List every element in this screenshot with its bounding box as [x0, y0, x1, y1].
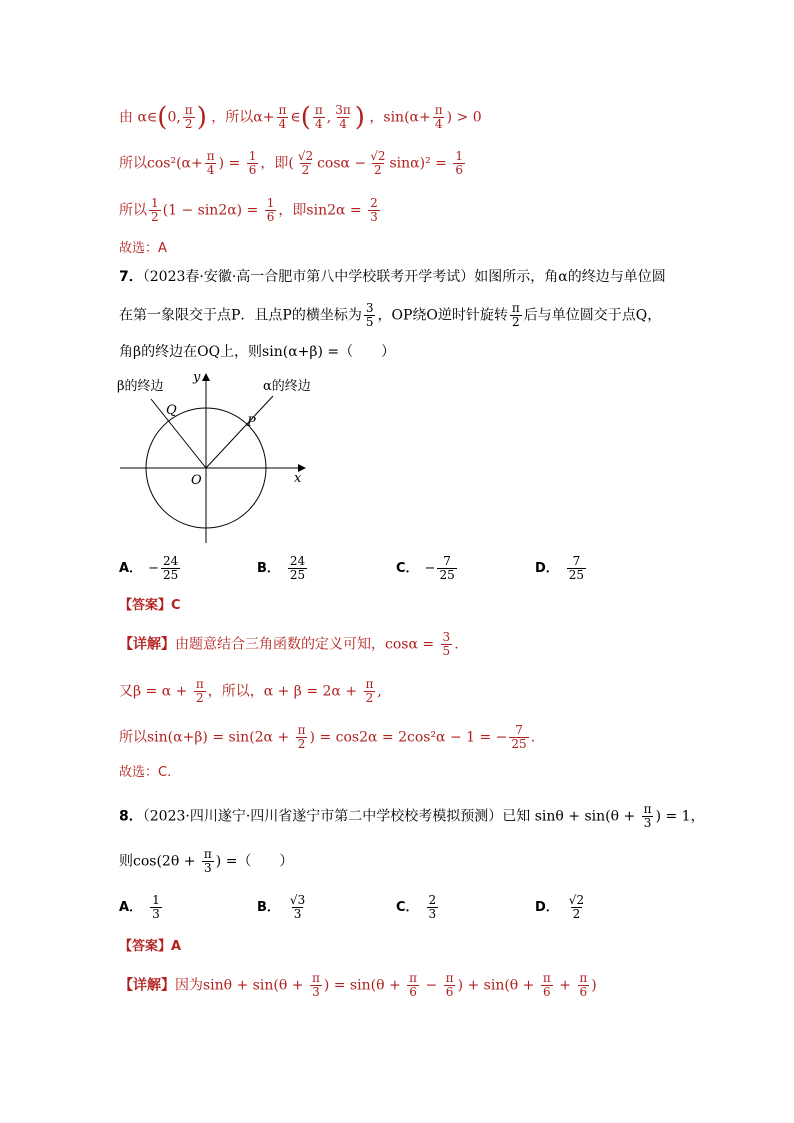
fraction: $\frac{\pi}{3}$	[203, 847, 212, 876]
text: 由题意结合三角函数的定义可知，cosα =	[175, 636, 439, 653]
alpha-terminal-side	[206, 396, 273, 468]
q7-text2a: 在第一象限交于点P．且点P的横坐标为	[119, 307, 362, 324]
q8-text2b: ) =（ ）	[215, 853, 294, 870]
text: 所以cos²(α+	[119, 155, 203, 172]
point-q-label: Q	[166, 403, 177, 418]
alpha-label: α的终边	[263, 379, 311, 394]
text: ) =	[218, 155, 245, 172]
fraction: $\frac{√2}{2}$	[370, 149, 386, 178]
text: cosα −	[317, 155, 367, 172]
q8-option-d[interactable]: D． $\frac{√2}{2}$	[535, 893, 585, 922]
fraction: $\frac{1}{6}$	[266, 196, 275, 225]
fraction: $\frac{1}{6}$	[248, 149, 257, 178]
text: ) = sin(θ +	[323, 977, 406, 994]
fraction: $\frac{3}{5}$	[365, 301, 374, 330]
q7-option-b[interactable]: B． $\frac{24}{25}$	[257, 554, 306, 583]
point-p-label: P	[247, 415, 256, 430]
text: ) = cos2α = 2cos²α − 1 = −	[309, 729, 508, 746]
q8-number: 8．	[119, 808, 143, 825]
fraction: $\frac{\pi}{2}$	[195, 677, 204, 706]
q7-detail2: 又β = α + $\frac{\pi}{2}$ ，所以，α + β = 2α + $\frac{\pi}{2}$ ,	[119, 677, 382, 706]
x-label: x	[294, 471, 302, 486]
q7-option-a[interactable]: A． − $\frac{24}{25}$	[119, 554, 179, 583]
text: ) > 0	[446, 109, 482, 126]
text: )	[591, 977, 597, 994]
fraction: $\frac{1}{2}$	[151, 196, 159, 225]
alpha-plus: α+	[253, 109, 275, 126]
alpha-in: α∈	[137, 109, 158, 126]
fraction: $\frac{3}{5}$	[442, 630, 451, 659]
fraction: $\frac{\pi}{2}$	[184, 103, 193, 132]
q7-text3: 角β的终边在OQ上，则sin(α+β) =（ ）	[119, 344, 396, 360]
q7-number: 7．	[119, 269, 143, 285]
q7-text1: 如图所示，角α的终边与单位圆	[474, 269, 666, 285]
q7-line2	[119, 302, 661, 329]
q8-option-a[interactable]: A． $\frac{1}{3}$	[119, 893, 160, 922]
origin-label: O	[191, 473, 202, 488]
text: 由	[119, 109, 133, 126]
sol6-line2	[119, 150, 467, 177]
q7-detail1: 【详解】由题意结合三角函数的定义可知，cosα = $\frac{3}{5}$ .	[119, 630, 459, 659]
text: 所以sin(α+β) = sin(2α +	[119, 729, 294, 746]
fraction: $\frac{3\pi}{4}$	[335, 103, 351, 132]
fraction: $\frac{\pi}{2}$	[297, 723, 306, 752]
q8-line1	[119, 803, 705, 830]
q7-source: （2023春·安徽·高一合肥市第八中学校联考开学考试）	[142, 269, 475, 285]
q7-line1	[119, 270, 666, 284]
fraction: $\frac{2}{3}$	[370, 196, 378, 225]
y-label: y	[193, 370, 201, 385]
paren: )	[196, 102, 207, 133]
fraction: $\frac{\pi}{6}$	[409, 971, 418, 1000]
fraction: $\frac{\pi}{2}$	[511, 301, 520, 330]
q8-source: （2023·四川遂宁·四川省遂宁市第二中学校校考模拟预测）	[142, 808, 503, 825]
q8-text1b: ) = 1，	[655, 808, 705, 825]
text: (1 − sin2α) =	[162, 202, 263, 219]
text: ，即(	[260, 155, 294, 172]
q7-answer: 【答案】C	[119, 598, 181, 613]
sol6-answer: 故选：A	[119, 241, 167, 256]
paren: (	[157, 102, 168, 133]
text: sinα)² =	[389, 155, 452, 172]
q7-option-d[interactable]: D． $\frac{7}{25}$	[535, 554, 585, 583]
q8-option-c[interactable]: C． $\frac{2}{3}$	[396, 893, 437, 922]
text: 又β = α +	[119, 683, 192, 700]
fraction: $\frac{1}{6}$	[455, 149, 463, 178]
fraction: $\frac{\pi}{2}$	[365, 677, 374, 706]
fraction: $\frac{\pi}{4}$	[206, 149, 215, 178]
fraction: $\frac{\pi}{6}$	[579, 971, 588, 1000]
q7-line3	[119, 345, 395, 359]
beta-label: β的终边	[117, 379, 164, 394]
q8-text2a: 则cos(2θ +	[119, 853, 200, 870]
text: ，即sin2α =	[278, 202, 367, 219]
fraction: $\frac{\pi}{4}$	[434, 103, 443, 132]
paren: )	[354, 102, 365, 133]
text: ，	[369, 109, 384, 126]
q7-text2b: ，OP绕O逆时针旋转	[377, 307, 508, 324]
text: ，所以，α + β = 2α +	[207, 683, 362, 700]
q8-detail1	[119, 972, 597, 999]
text: ，所以	[211, 109, 254, 126]
fraction: $\frac{√2}{2}$	[297, 149, 314, 178]
q7-text2c: 后与单位圆交于点Q，	[523, 307, 662, 324]
fraction: $\frac{\pi}{3}$	[311, 971, 320, 1000]
text: ) + sin(θ +	[457, 977, 539, 994]
fraction: $\frac{\pi}{4}$	[314, 103, 323, 132]
q7-final: 故选：C.	[119, 765, 172, 780]
text: +	[554, 977, 576, 994]
text: 所以	[119, 202, 147, 219]
text: 因为sinθ + sin(θ +	[175, 977, 308, 994]
fraction: $\frac{\pi}{6}$	[445, 971, 454, 1000]
sol6-line3	[119, 197, 382, 224]
unit-circle-figure	[115, 368, 315, 546]
zero: 0,	[167, 109, 181, 126]
paren: (	[300, 102, 311, 133]
q8-answer: 【答案】A	[119, 939, 182, 954]
detail-tag: 【详解】	[119, 636, 175, 653]
detail-tag: 【详解】	[119, 977, 175, 994]
q8-text1: 已知 sinθ + sin(θ +	[502, 808, 640, 825]
q8-line2	[119, 848, 293, 875]
q8-option-b[interactable]: B． $\frac{√3}{3}$	[257, 893, 306, 922]
sol6-line1: 由 α∈(0, $\frac{\pi}{2}$ ) ，所以α+ $\frac{\pi}{4}$ ∈( $\frac{\pi}{4}$ , $\frac{3\pi}{4}$ ) ，sin(α+ $\frac{\pi}{4}$ ) > 0	[119, 102, 482, 133]
q7-option-c[interactable]: C． − $\frac{7}{25}$	[396, 554, 455, 583]
q7-detail3: 所以sin(α+β) = sin(2α + $\frac{\pi}{2}$ ) = cos2α = 2cos²α − 1 = − $\frac{7}{25}$ .	[119, 723, 536, 752]
fraction: $\frac{\pi}{4}$	[278, 103, 287, 132]
text: −	[421, 977, 442, 994]
beta-terminal-side	[151, 399, 206, 468]
fraction: $\frac{7}{25}$	[511, 723, 527, 752]
fraction: $\frac{\pi}{3}$	[643, 802, 652, 831]
in: ∈	[290, 109, 301, 126]
text: sin(α+	[383, 109, 431, 126]
fraction: $\frac{\pi}{6}$	[542, 971, 551, 1000]
